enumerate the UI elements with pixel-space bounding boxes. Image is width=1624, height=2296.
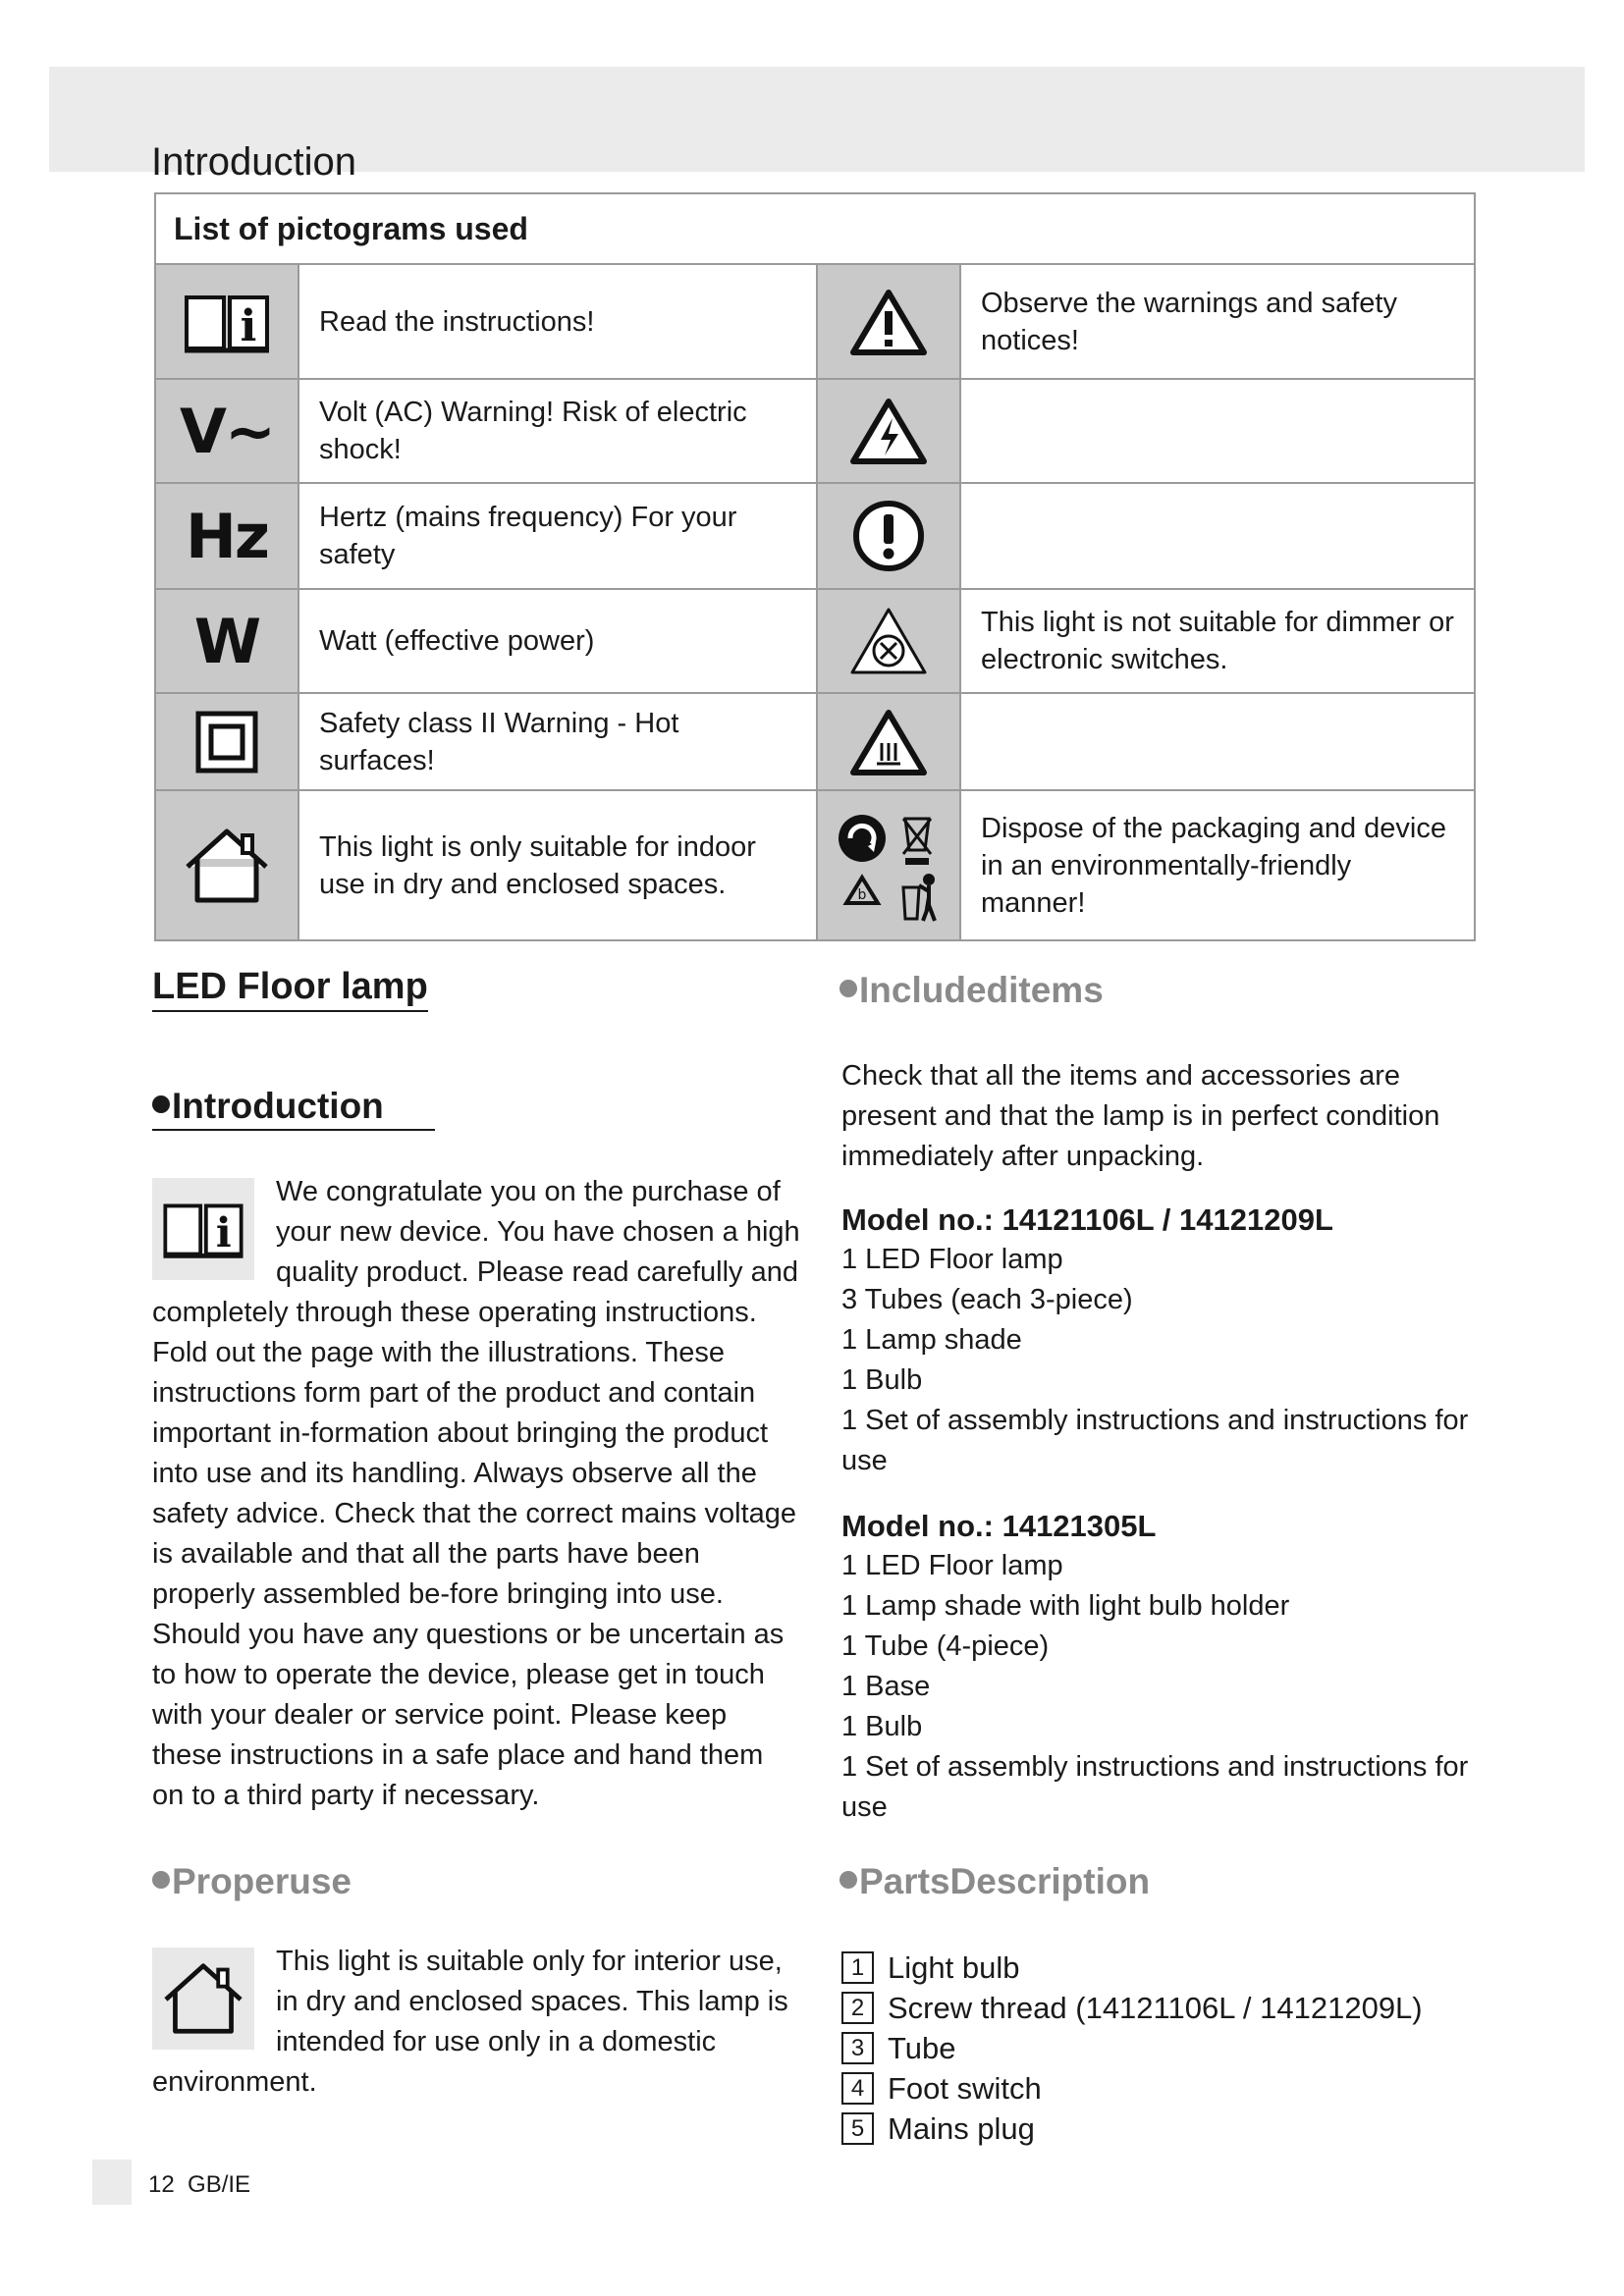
- volt-ac-icon: V~: [156, 380, 299, 482]
- model1-items: [841, 1240, 1489, 1481]
- proper-use-section: [152, 1861, 800, 1902]
- intro-heading: Introduction: [152, 1086, 435, 1131]
- part-item: [841, 2068, 1489, 2109]
- pictogram-table: [154, 192, 1476, 941]
- part-label: Foot switch: [888, 2071, 1042, 2106]
- part-label: Screw thread (14121106L / 14121209L): [888, 1991, 1423, 2025]
- pictogram-text: Watt (effective power): [299, 590, 818, 692]
- included-body: [841, 1056, 1489, 1828]
- intro-text: We congratulate you on the purchase of your new device. You have chosen a high quality product. Please read carefully and completely through these operating instructions. Fold out the page with the illustrations. These instructions form part of the product and contain important in-formation about bringing the product into use and its handling. Always observe all the safety advice. Check that the correct mains voltage is available and that all the parts have been properly assembled be-fore bringing into use. Should you have any questions or be uncertain as to how to operate the device, please get in touch with your dealer or service point. Please keep these instructions in a safe place and hand them on to a third party if necessary.: [152, 1176, 800, 1811]
- pictogram-text: [961, 694, 1474, 789]
- pictogram-row: [156, 484, 1474, 590]
- header-band: [49, 67, 1585, 184]
- bullet-dot-icon: [839, 980, 857, 997]
- part-item: [841, 1988, 1489, 2028]
- pictogram-text: This light is only suitable for indoor use in dry and enclosed spaces.: [299, 791, 818, 939]
- list-item: 1 Base: [841, 1671, 931, 1702]
- book-info-icon: [156, 265, 299, 378]
- warning-triangle-icon: [818, 265, 961, 378]
- pictogram-row: [156, 694, 1474, 791]
- page-number: 12: [148, 2171, 175, 2198]
- proper-use-body: [152, 1942, 790, 2103]
- pictogram-text: [961, 484, 1474, 588]
- included-section: [839, 970, 1488, 1011]
- svg-text:i: i: [240, 300, 257, 351]
- list-item: 1 Lamp shade: [841, 1324, 1022, 1356]
- part-number: 4: [841, 2072, 874, 2105]
- pictogram-text: Volt (AC) Warning! Risk of electric shock!: [299, 380, 818, 482]
- list-item: 1 Set of assembly instructions and instructions for use: [841, 1405, 1469, 1476]
- part-number: 2: [841, 1992, 874, 2024]
- list-item: 1 LED Floor lamp: [841, 1244, 1063, 1275]
- part-label: Light bulb: [888, 1950, 1020, 1985]
- part-item: [841, 2028, 1489, 2068]
- parts-heading: PartsDescription: [839, 1861, 1488, 1902]
- included-heading: Includeditems: [839, 970, 1488, 1011]
- bullet-dot-icon: [152, 1095, 170, 1113]
- list-item: 1 Tube (4-piece): [841, 1630, 1050, 1662]
- hot-surface-icon: [818, 694, 961, 789]
- parts-section: [839, 1861, 1488, 1902]
- page-footer: [148, 2171, 250, 2199]
- product-title: LED Floor lamp: [152, 966, 428, 1012]
- svg-text:b: b: [857, 886, 867, 903]
- left-column: [152, 966, 800, 1012]
- list-item: 1 LED Floor lamp: [841, 1550, 1063, 1581]
- list-item: 1 Bulb: [841, 1364, 923, 1396]
- bullet-dot-icon: [839, 1871, 857, 1889]
- model-heading: Model no.: 14121106L / 14121209L: [841, 1202, 1333, 1237]
- pictogram-text: [961, 380, 1474, 482]
- part-item: [841, 1948, 1489, 1988]
- list-item: 1 Set of assembly instructions and instructions for use: [841, 1751, 1469, 1823]
- proper-use-text: This light is suitable only for interior use, in dry and enclosed spaces. This lamp is intended for use only in a domestic environment.: [152, 1946, 788, 2098]
- pictogram-row: [156, 380, 1474, 484]
- parts-list: [841, 1948, 1489, 2149]
- footer-marker: [92, 2160, 132, 2205]
- hertz-icon: Hz: [156, 484, 299, 588]
- part-number: 1: [841, 1951, 874, 1984]
- pictogram-table-title: List of pictograms used: [156, 194, 1474, 265]
- part-label: Mains plug: [888, 2111, 1035, 2146]
- included-intro: Check that all the items and accessories are present and that the lamp is in perfect condition immediately after unpacking.: [841, 1060, 1440, 1172]
- safety-class-ii-icon: [156, 694, 299, 789]
- list-item: 3 Tubes (each 3-piece): [841, 1284, 1133, 1315]
- bullet-dot-icon: [152, 1871, 170, 1889]
- intro-section: [152, 1086, 800, 1131]
- page-title: Introduction: [151, 139, 357, 184]
- language-code: GB/IE: [188, 2171, 251, 2198]
- model2-items: [841, 1546, 1489, 1828]
- pictogram-text: Read the instructions!: [299, 265, 818, 378]
- svg-text:i: i: [215, 1207, 232, 1256]
- list-item: 1 Bulb: [841, 1711, 923, 1742]
- watt-icon: W: [156, 590, 299, 692]
- pictogram-row: [156, 791, 1474, 939]
- proper-use-heading: Properuse: [152, 1861, 800, 1902]
- pictogram-text: This light is not suitable for dimmer or electronic switches.: [981, 607, 1454, 675]
- no-dimmer-icon: [818, 590, 961, 692]
- pictogram-row: [156, 265, 1474, 380]
- part-label: Tube: [888, 2031, 956, 2065]
- pictogram-text: Dispose of the packaging and device in an environmentally-friendly manner!: [981, 812, 1446, 919]
- recycling-icons: [818, 791, 961, 939]
- pictogram-text: Observe the warnings and safety notices!: [981, 287, 1397, 356]
- part-number: 3: [841, 2032, 874, 2064]
- exclamation-circle-icon: [818, 484, 961, 588]
- electric-shock-icon: [818, 380, 961, 482]
- pictogram-text: Hertz (mains frequency) For your safety: [299, 484, 818, 588]
- list-item: 1 Lamp shade with light bulb holder: [841, 1590, 1290, 1622]
- pictogram-text: Safety class II Warning - Hot surfaces!: [299, 694, 818, 789]
- house-icon: [152, 1948, 254, 2050]
- model-heading: Model no.: 14121305L: [841, 1509, 1157, 1543]
- part-number: 5: [841, 2112, 874, 2145]
- house-icon: [156, 791, 299, 939]
- intro-body: [152, 1172, 802, 1816]
- pictogram-row: [156, 590, 1474, 694]
- book-info-icon: [152, 1178, 254, 1280]
- part-item: [841, 2109, 1489, 2149]
